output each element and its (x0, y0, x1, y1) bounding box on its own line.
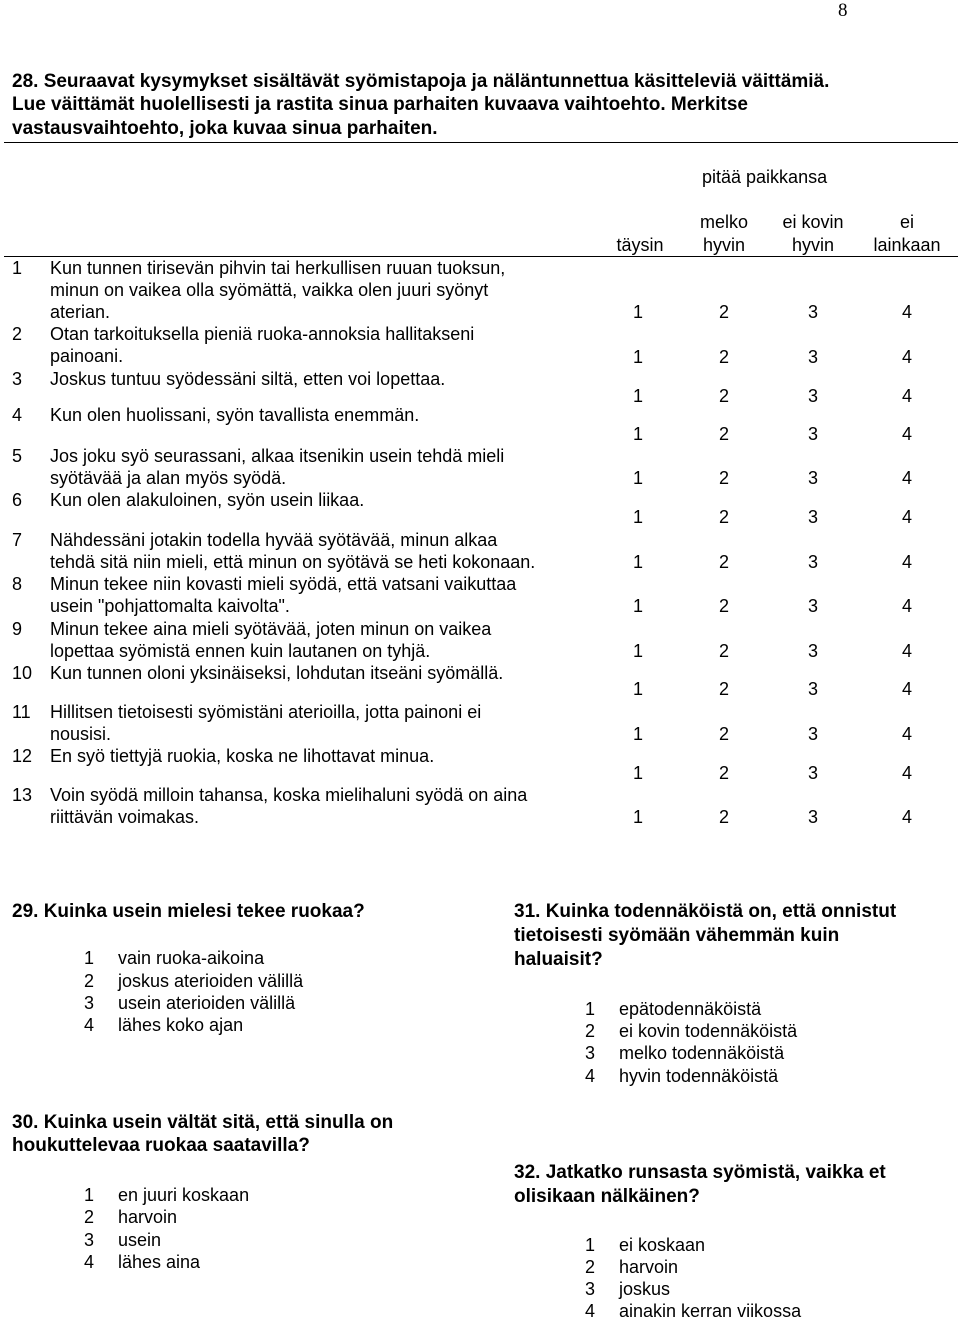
option-number: 1 (585, 1235, 596, 1255)
column-header-line: melko (699, 212, 748, 232)
option-label: epätodennäköistä (619, 999, 762, 1019)
option-number: 2 (585, 1021, 596, 1041)
item-text: aterian. (50, 302, 111, 322)
item-text: En syö tiettyjä ruokia, koska ne lihottavat minua. (50, 746, 435, 766)
option-label: ainakin kerran viikossa (619, 1301, 802, 1321)
q31-heading-line: 31. Kuinka todennäköistä on, että onnistut (514, 901, 897, 922)
scale-option[interactable]: 3 (807, 552, 818, 572)
item-number: 12 (12, 746, 33, 766)
scale-option[interactable]: 4 (901, 679, 912, 699)
answer-option[interactable] (84, 1184, 249, 1206)
option-number: 3 (84, 993, 95, 1013)
option-number: 3 (84, 1230, 95, 1250)
scale-option[interactable]: 4 (901, 724, 912, 744)
item-number: 6 (12, 490, 23, 510)
option-label: lähes aina (118, 1252, 201, 1272)
answer-option[interactable] (585, 1042, 784, 1064)
scale-option[interactable]: 1 (632, 763, 643, 783)
option-number: 1 (84, 1185, 95, 1205)
scale-option[interactable]: 1 (632, 596, 643, 616)
scale-option[interactable]: 1 (632, 302, 643, 322)
scale-option[interactable]: 3 (807, 424, 818, 444)
column-header-line: täysin (616, 235, 664, 255)
option-label: melko todennäköistä (619, 1043, 785, 1063)
scale-option[interactable]: 1 (632, 679, 643, 699)
scale-option[interactable]: 4 (901, 507, 912, 527)
option-number: 4 (585, 1301, 596, 1321)
item-text: tehdä sitä niin mieli, että minun on syötävä se heti kokonaan. (50, 552, 536, 572)
option-label: joskus (619, 1279, 671, 1299)
scale-option[interactable]: 3 (807, 386, 818, 406)
item-number: 3 (12, 369, 23, 389)
item-number: 2 (12, 324, 23, 344)
page-number: 8 (838, 0, 848, 21)
option-label: lähes koko ajan (118, 1015, 244, 1035)
scale-option[interactable]: 3 (807, 763, 818, 783)
option-number: 3 (585, 1279, 596, 1299)
q32-heading-line: olisikaan nälkäinen? (514, 1186, 700, 1207)
answer-option[interactable] (84, 1251, 200, 1273)
item-text: usein "pohjattomalta kaivolta". (50, 596, 290, 616)
option-label: joskus aterioiden välillä (118, 971, 304, 991)
scale-option[interactable]: 1 (632, 807, 643, 827)
scale-option[interactable]: 2 (718, 724, 729, 744)
item-text: Jos joku syö seurassani, alkaa itsenikin usein tehdä mieli (50, 446, 505, 466)
scale-option[interactable]: 1 (632, 424, 643, 444)
scale-option[interactable]: 4 (901, 468, 912, 488)
item-number: 1 (12, 258, 23, 278)
option-label: harvoin (118, 1207, 178, 1227)
option-label: ei kovin todennäköistä (619, 1021, 798, 1041)
scale-title: pitää paikkansa (702, 167, 828, 187)
scale-option[interactable]: 3 (807, 507, 818, 527)
scale-option[interactable]: 1 (632, 552, 643, 572)
option-label: ei koskaan (619, 1235, 706, 1255)
option-number: 1 (585, 999, 596, 1019)
scale-option[interactable]: 2 (718, 596, 729, 616)
item-text: syötävää ja alan myös syödä. (50, 468, 287, 488)
scale-option[interactable]: 2 (718, 507, 729, 527)
column-header-line: hyvin (702, 235, 746, 255)
scale-option[interactable]: 4 (901, 807, 912, 827)
scale-option[interactable]: 2 (718, 468, 729, 488)
scale-option[interactable]: 1 (632, 347, 643, 367)
scale-option[interactable]: 1 (632, 468, 643, 488)
item-number: 9 (12, 619, 23, 639)
scale-option[interactable]: 2 (718, 763, 729, 783)
item-text: Kun tunnen oloni yksinäiseksi, lohdutan itseäni syömällä. (50, 663, 504, 683)
q31-heading-line: tietoisesti syömään vähemmän kuin (514, 925, 840, 946)
option-label: usein aterioiden välillä (118, 993, 296, 1013)
scale-option[interactable]: 3 (807, 347, 818, 367)
option-label: harvoin (619, 1257, 679, 1277)
scale-option[interactable]: 4 (901, 386, 912, 406)
scale-option[interactable]: 3 (807, 807, 818, 827)
option-number: 4 (585, 1066, 596, 1086)
scale-option[interactable]: 4 (901, 302, 912, 322)
item-text: Kun olen alakuloinen, syön usein liikaa. (50, 490, 365, 510)
option-label: hyvin todennäköistä (619, 1066, 779, 1086)
item-text: minun on vaikea olla syömättä, vaikka olen juuri syönyt (50, 280, 489, 300)
option-number: 2 (84, 1207, 95, 1227)
answer-option[interactable] (84, 947, 264, 969)
item-text: Voin syödä milloin tahansa, koska mielihaluni syödä on aina (50, 785, 528, 805)
heading-divider (4, 142, 958, 143)
scale-option[interactable]: 1 (632, 724, 643, 744)
q30-heading-line: houkuttelevaa ruokaa saatavilla? (12, 1135, 310, 1156)
scale-option[interactable]: 2 (718, 641, 729, 661)
answer-option[interactable] (585, 998, 761, 1020)
scale-option[interactable]: 3 (807, 724, 818, 744)
answer-option[interactable] (84, 1206, 177, 1228)
scale-option[interactable]: 2 (718, 302, 729, 322)
item-number: 7 (12, 530, 23, 550)
answer-option[interactable] (585, 1234, 705, 1256)
q31-heading-line: haluaisit? (514, 949, 603, 970)
item-number: 4 (12, 405, 23, 425)
answer-option[interactable] (585, 1300, 801, 1322)
answer-option[interactable] (84, 992, 295, 1014)
answer-option[interactable] (585, 1020, 797, 1042)
answer-option[interactable] (84, 1014, 243, 1036)
option-number: 4 (84, 1015, 95, 1035)
scale-option[interactable]: 3 (807, 641, 818, 661)
item-number: 8 (12, 574, 23, 594)
scale-option[interactable]: 1 (632, 386, 643, 406)
scale-option[interactable]: 2 (718, 347, 729, 367)
item-text: Hillitsen tietoisesti syömistäni aterioilla, jotta painoni ei (50, 702, 482, 722)
scale-option[interactable]: 1 (632, 641, 643, 661)
answer-option[interactable] (585, 1256, 678, 1278)
scale-option[interactable]: 4 (901, 424, 912, 444)
item-text: lopettaa syömistä ennen kuin lautanen on tyhjä. (50, 641, 431, 661)
answer-option[interactable] (84, 970, 303, 992)
option-number: 2 (84, 971, 95, 991)
scale-option[interactable]: 4 (901, 641, 912, 661)
item-text: Otan tarkoituksella pieniä ruoka-annoksia hallitakseni (50, 324, 475, 344)
item-text: Minun tekee niin kovasti mieli syödä, että vatsani vaikuttaa (50, 574, 517, 594)
scale-option[interactable]: 2 (718, 424, 729, 444)
scale-option[interactable]: 2 (718, 807, 729, 827)
column-header-line: lainkaan (873, 235, 941, 255)
q28-heading-line: 28. Seuraavat kysymykset sisältävät syömistapoja ja näläntunnettua käsitteleviä väittämiä. (12, 71, 830, 92)
item-number: 10 (12, 663, 33, 683)
scale-option[interactable]: 4 (901, 347, 912, 367)
scale-option[interactable]: 4 (901, 763, 912, 783)
item-text: nousisi. (50, 724, 112, 744)
option-label: en juuri koskaan (118, 1185, 250, 1205)
option-label: vain ruoka-aikoina (118, 948, 265, 968)
scale-option[interactable]: 2 (718, 679, 729, 699)
option-label: usein (118, 1230, 162, 1250)
q29-heading: 29. Kuinka usein mielesi tekee ruokaa? (12, 901, 365, 922)
option-number: 1 (84, 948, 95, 968)
item-text: riittävän voimakas. (50, 807, 200, 827)
answer-option[interactable] (585, 1278, 670, 1300)
item-text: Kun olen huolissani, syön tavallista enemmän. (50, 405, 420, 425)
scale-option[interactable]: 3 (807, 596, 818, 616)
option-number: 4 (84, 1252, 95, 1272)
column-header-line: hyvin (791, 235, 835, 255)
item-number: 5 (12, 446, 23, 466)
scale-option[interactable]: 4 (901, 596, 912, 616)
scale-option[interactable]: 2 (718, 386, 729, 406)
column-header-line: ei kovin (782, 212, 844, 232)
item-text: Kun tunnen tirisevän pihvin tai herkullisen ruuan tuoksun, (50, 258, 506, 278)
item-text: Joskus tuntuu syödessäni siltä, etten voi lopettaa. (50, 369, 446, 389)
q30-heading-line: 30. Kuinka usein vältät sitä, että sinulla on (12, 1112, 394, 1133)
scale-option[interactable]: 3 (807, 679, 818, 699)
option-number: 2 (585, 1257, 596, 1277)
answer-option[interactable] (585, 1065, 778, 1087)
scale-option[interactable]: 3 (807, 468, 818, 488)
answer-option[interactable] (84, 1229, 161, 1251)
q32-heading-line: 32. Jatkatko runsasta syömistä, vaikka et (514, 1162, 886, 1183)
item-number: 13 (12, 785, 33, 805)
item-text: Minun tekee aina mieli syötävää, joten minun on vaikea (50, 619, 492, 639)
item-number: 11 (12, 702, 31, 722)
q28-heading-line: Lue väittämät huolellisesti ja rastita sinua parhaiten kuvaava vaihtoehto. Merkitse (12, 94, 748, 115)
column-header-line: ei (899, 212, 914, 232)
q28-heading-line: vastausvaihtoehto, joka kuvaa sinua parhaiten. (12, 118, 438, 139)
item-text: painoani. (50, 346, 124, 366)
scale-option[interactable]: 1 (632, 507, 643, 527)
scale-option[interactable]: 3 (807, 302, 818, 322)
scale-option[interactable]: 4 (901, 552, 912, 572)
option-number: 3 (585, 1043, 596, 1063)
item-text: Nähdessäni jotakin todella hyvää syötävää, minun alkaa (50, 530, 498, 550)
scale-option[interactable]: 2 (718, 552, 729, 572)
